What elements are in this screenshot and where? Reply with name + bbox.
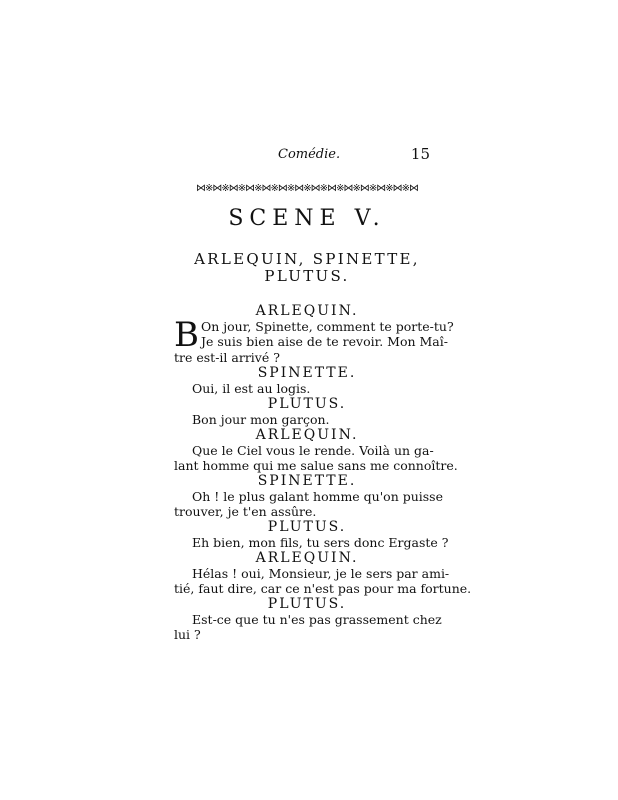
speaker-name: ARLEQUIN.	[255, 303, 359, 319]
speech	[174, 535, 449, 550]
speech-line: On jour, Spinette, comment te porte-tu?	[201, 319, 454, 334]
speech-line: trouver, je t'en assûre.	[174, 504, 317, 519]
speech-line: tre est-il arrivé ?	[174, 350, 280, 365]
speaker-name: PLUTUS.	[267, 519, 347, 535]
speech-line: lant homme qui me salue sans me connoître.	[174, 458, 458, 473]
running-head: Comédie.	[278, 147, 341, 162]
speaker-name: PLUTUS.	[267, 396, 347, 412]
speech-line: Que le Ciel vous le rende. Voilà un ga-	[192, 443, 434, 458]
speech	[174, 489, 443, 519]
speaker-name: SPINETTE.	[257, 365, 357, 381]
speech-line: Oh ! le plus galant homme qu'on puisse	[192, 489, 443, 504]
speech	[174, 566, 472, 596]
character-list	[174, 251, 440, 285]
speech-line: lui ?	[174, 627, 201, 642]
speech-line: Bon jour mon garçon.	[192, 412, 330, 427]
speech-line: Oui, il est au logis.	[192, 381, 311, 396]
speech-line: Je suis bien aise de te revoir. Mon Maî-	[201, 334, 448, 349]
speech	[174, 381, 440, 396]
speech-line: tié, faut dire, car ce n'est pas pour ma fortune.	[174, 581, 472, 596]
speaker-name: ARLEQUIN.	[255, 550, 359, 566]
ornament-band: ⋈※⋈※⋈※⋈※⋈※⋈※⋈※⋈※⋈※⋈※⋈※⋈※⋈※⋈	[196, 183, 418, 194]
speech	[174, 412, 440, 427]
speech-line: Hélas ! oui, Monsieur, je le sers par ami-	[192, 566, 450, 581]
drop-cap: B	[174, 315, 199, 355]
speech	[174, 315, 454, 365]
speaker-name: ARLEQUIN.	[255, 427, 359, 443]
speech-line: Est-ce que tu n'es pas grassement chez	[192, 612, 442, 627]
speaker-name: SPINETTE.	[257, 473, 357, 489]
scene-title: SCENE V.	[228, 206, 386, 231]
dialogue	[174, 303, 472, 642]
speech	[174, 443, 458, 473]
book-page	[174, 145, 472, 642]
speech	[174, 612, 440, 642]
speech-line: Eh bien, mon fils, tu sers donc Ergaste ?	[192, 535, 449, 550]
character-list-line: PLUTUS.	[264, 267, 350, 285]
speaker-name: PLUTUS.	[267, 596, 347, 612]
page-header	[174, 145, 440, 169]
page-number: 15	[410, 145, 430, 163]
character-list-line: ARLEQUIN, SPINETTE,	[194, 250, 420, 268]
